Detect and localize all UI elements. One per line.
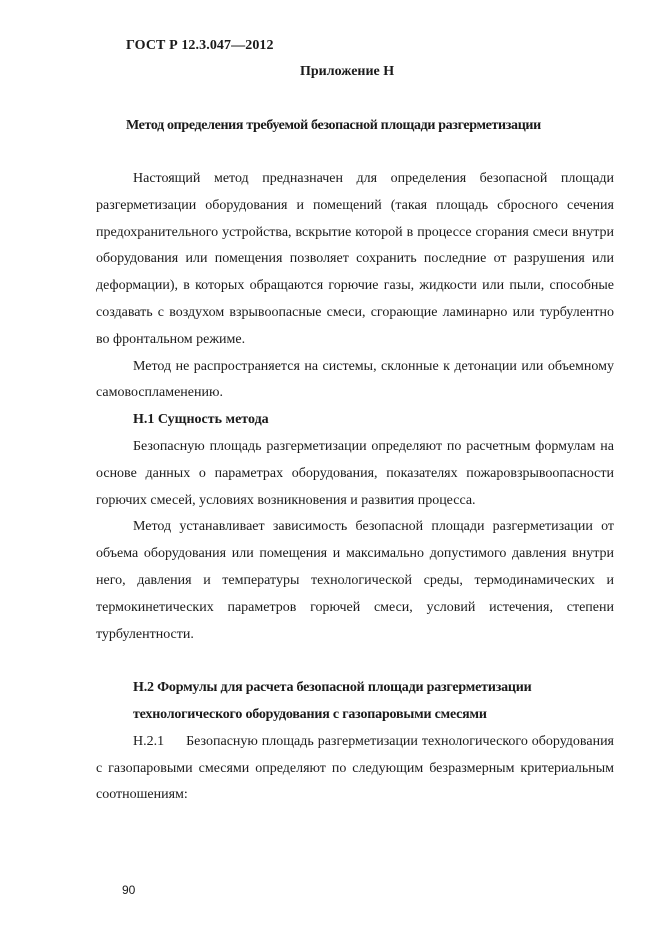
paragraph-scope: Метод не распространяется на системы, склонные к детонации или объемному самовоспламенению. <box>96 358 614 401</box>
section-heading-h1: Н.1 Сущность метода <box>133 412 269 428</box>
clause-number: Н.2.1 <box>133 733 165 749</box>
appendix-label: Приложение Н <box>300 64 395 79</box>
paragraph-h2-1 <box>96 729 614 809</box>
standard-designation: ГОСТ Р 12.3.047—2012 <box>126 38 274 53</box>
appendix-title: Метод определения требуемой безопасной площади разгерметизации <box>126 118 541 133</box>
clause-text: Безопасную площадь разгерметизации технологического оборудования с газопаровыми смесями определяют по следующим безразмерным критериальным соотношениям: <box>96 733 614 803</box>
document-body <box>96 166 614 809</box>
paragraph-essence-1: Безопасную площадь разгерметизации определяют по расчетным формулам на основе данных о параметрах оборудования, показателях пожаровзрывоопасности горючих смесей, условиях возникновения и развития процесса. <box>96 438 614 508</box>
paragraph-essence-2: Метод устанавливает зависимость безопасной площади разгерметизации от объема оборудования или помещения и максимально допустимого давления внутри него, давления и температуры технологической среды, термодинамических и термокинетических параметров горючей смеси, условий истечения, степени турбулентности. <box>96 519 614 642</box>
section-heading-h2: Н.2 Формулы для расчета безопасной площади разгерметизации технологического оборудования с газопаровыми смесями <box>133 680 532 722</box>
paragraph-intro: Настоящий метод предназначен для определения безопасной площади разгерметизации оборудования и помещений (такая площадь сбросного сечения предохранительного устройства, вскрытие которой в процессе сгорания смеси внутри оборудования или помещения позволяет сохранить последние от разрушения или деформации), в которых обращаются горючие газы, жидкости или пыли, способные создавать с воздухом взрывоопасные смеси, сгорающие ламинарно или турбулентно во фронтальном режиме. <box>96 171 614 347</box>
page-number: 90 <box>122 883 136 897</box>
